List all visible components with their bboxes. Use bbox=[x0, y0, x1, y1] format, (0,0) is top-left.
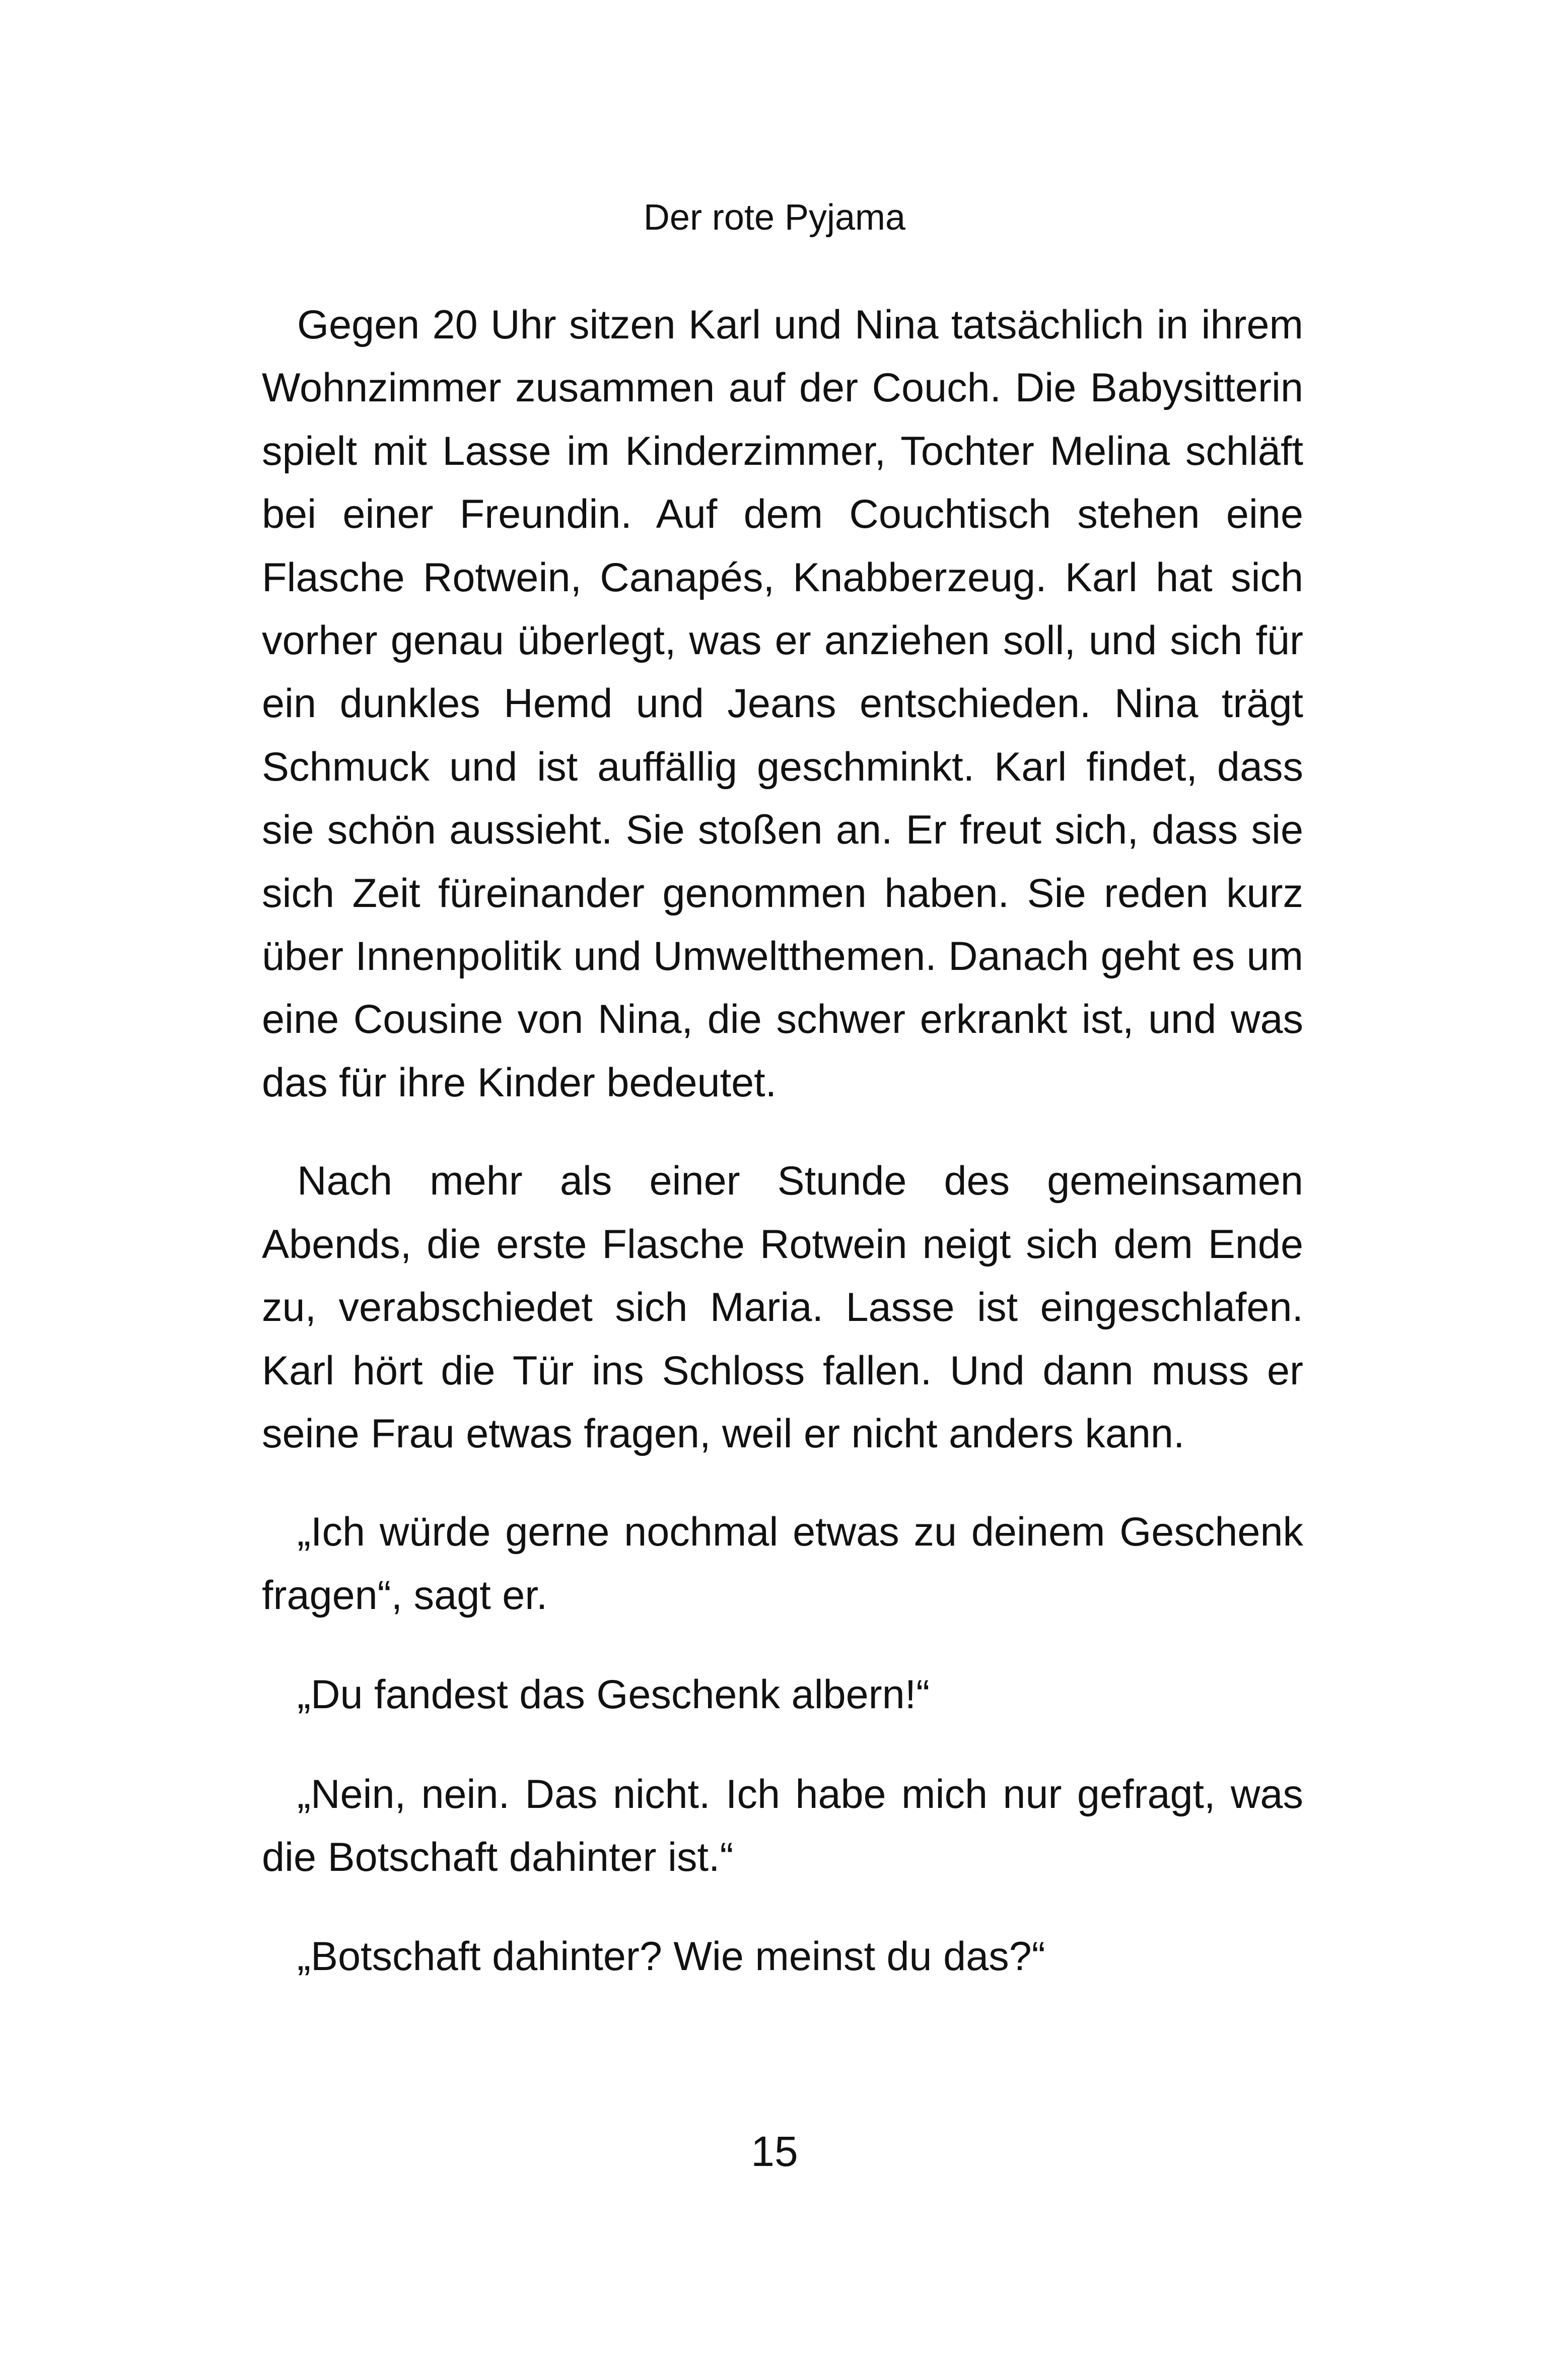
paragraph: „Nein, nein. Das nicht. Ich habe mich nur gefragt, was die Botschaft dahinter ist.“ bbox=[262, 1771, 1303, 1880]
paragraph: Gegen 20 Uhr sitzen Karl und Nina tatsächlich in ihrem Wohnzimmer zusammen auf der Couch. Die Babysitterin spielt mit Lasse im Kinderzimmer, Tochter Melina schläft bei einer Freundin. Auf dem Couchtisch stehen eine Flasche Rotwein, Canapés, Knabberzeug. Karl hat sich vorher genau überlegt, was er anziehen soll, und sich für ein dunkles Hemd und Jeans entschieden. Nina trägt Schmuck und ist auffällig geschminkt. Karl findet, dass sie schön aussieht. Sie stoßen an. Er freut sich, dass sie sich Zeit füreinander genommen haben. Sie reden kurz über Innenpolitik und Umweltthemen. Danach geht es um eine Cousine von Nina, die schwer erkrankt ist, und was das für ihre Kinder bedeutet. bbox=[262, 302, 1303, 1105]
paragraph: Nach mehr als einer Stunde des gemeinsamen Abends, die erste Flasche Rotwein neigt sich dem Ende zu, verabschiedet sich Maria. Lasse ist eingeschlafen. Karl hört die Tür ins Schloss fallen. Und dann muss er seine Frau etwas fragen, weil er nicht anders kann. bbox=[262, 1158, 1303, 1456]
body-text bbox=[262, 294, 1303, 1989]
running-title: Der rote Pyjama bbox=[643, 197, 906, 238]
page-number: 15 bbox=[751, 2128, 798, 2175]
paragraph: „Ich würde gerne nochmal etwas zu deinem Geschenk fragen“, sagt er. bbox=[262, 1509, 1303, 1618]
paragraph: „Botschaft dahinter? Wie meinst du das?“ bbox=[297, 1934, 1045, 1980]
paragraph: „Du fandest das Geschenk albern!“ bbox=[297, 1672, 930, 1718]
